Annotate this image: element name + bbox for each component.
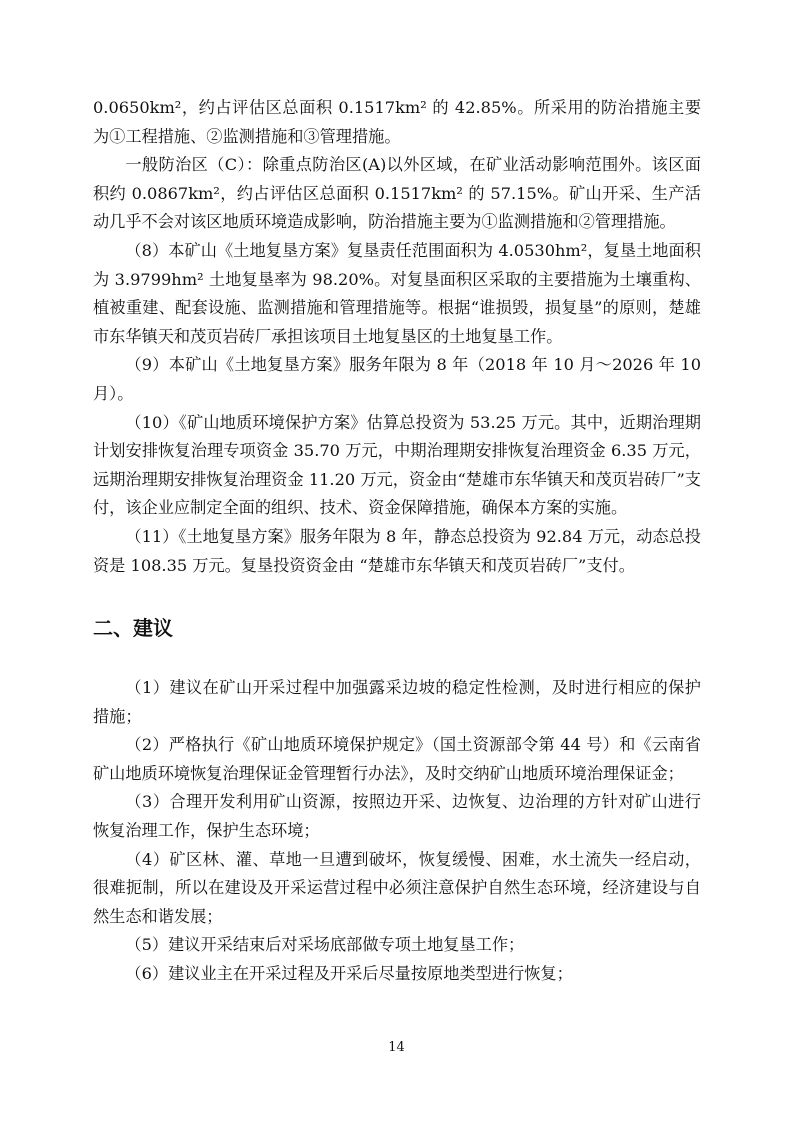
paragraph-item-9: （9）本矿山《土地复垦方案》服务年限为 8 年（2018 年 10 月～2026 年 10 月）。 [93,355,701,403]
paragraph-general-zone: 一般防治区（C）：除重点防治区(A)以外区域，在矿业活动影响范围外。该区面积约 0.0867km²，约占评估区总面积 0.1517km² 的 57.15%。矿山开采、生产活动几乎不会对该区地质环境造成影响，防治措施主要为①监测措施和②管理措施。 [93,155,701,232]
suggestion-item-2: （2）严格执行《矿山地质环境保护规定》（国土资源部令第 44 号）和《云南省矿山地质环境恢复治理保证金管理暂行办法》，及时交纳矿山地质环境治理保证金； [93,735,701,783]
section-heading-suggestions: 二、建议 [93,616,173,641]
suggestion-item-4: （4）矿区林、灌、草地一旦遭到破坏，恢复缓慢、困难，水土流失一经启动，很难扼制，所以在建设及开采运营过程中必须注意保护自然生态环境，经济建设与自然生态和谐发展； [93,849,701,926]
suggestion-item-3: （3）合理开发利用矿山资源，按照边开采、边恢复、边治理的方针对矿山进行恢复治理工作，保护生态环境； [93,792,701,841]
document-body [93,94,701,989]
paragraph-key-zone-area: 0.0650km²，约占评估区总面积 0.1517km² 的 42.85%。所采用的防治措施主要为①工程措施、②监测措施和③管理措施。 [93,98,701,146]
suggestion-item-1: （1）建议在矿山开采过程中加强露采边坡的稳定性检测，及时进行相应的保护措施； [93,678,701,726]
paragraph-item-10: （10）《矿山地质环境保护方案》估算总投资为 53.25 万元。其中，近期治理期计划安排恢复治理专项资金 35.70 万元，中期治理期安排恢复治理资金 6.35 万元，远期治理期安排恢复治理资金 11.20 万元，资金由“楚雄市东华镇天和茂页岩砖厂”支付，该企业应制定全面的组织、技术、资金保障措施，确保本方案的实施。 [93,412,701,518]
suggestion-item-5: （5）建议开采结束后对采场底部做专项土地复垦工作； [125,935,525,955]
suggestion-item-6: （6）建议业主在开采过程及开采后尽量按原地类型进行恢复； [125,964,573,984]
page-number: 14 [388,1040,405,1055]
paragraph-item-8: （8）本矿山《土地复垦方案》复垦责任范围面积为 4.0530hm²，复垦土地面积为 3.9799hm² 土地复垦率为 98.20%。对复垦面积区采取的主要措施为土壤重构、植被重建、配套设施、监测措施和管理措施等。根据“谁损毁，损复垦”的原则，楚雄市东华镇天和茂页岩砖厂承担该项目土地复垦区的土地复垦工作。 [93,240,701,346]
paragraph-item-11: （11）《土地复垦方案》服务年限为 8 年，静态总投资为 92.84 万元，动态总投资是 108.35 万元。复垦投资资金由 “楚雄市东华镇天和茂页岩砖厂”支付。 [93,526,701,575]
